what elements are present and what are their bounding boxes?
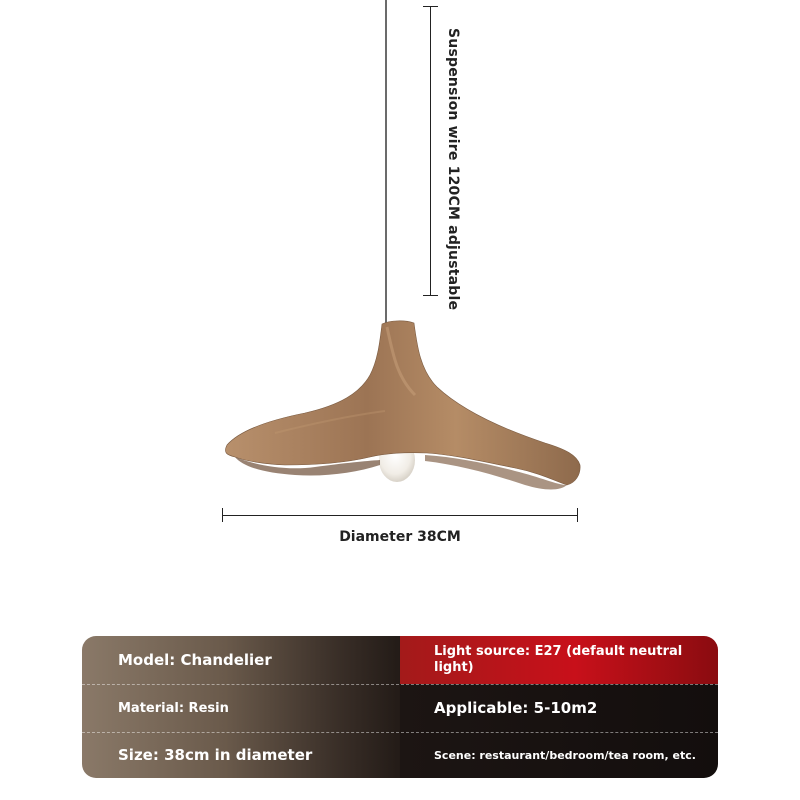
spec-applicable: Applicable: 5-10m2 [434, 699, 598, 717]
spec-light-source: Light source: E27 (default neutral light) [434, 644, 683, 675]
wire-dimension-line [430, 6, 431, 296]
spec-scene: Scene: restaurant/bedroom/tea room, etc. [434, 748, 696, 762]
wire-dimension-cap-top [423, 6, 438, 7]
diameter-cap-right [577, 508, 578, 522]
spec-size: Size: 38cm in diameter [118, 746, 313, 764]
suspension-wire [385, 0, 387, 326]
wire-length-label: Suspension wire 120CM adjustable [445, 28, 461, 311]
lampshade-icon [215, 315, 585, 500]
wire-dimension-cap-bottom [423, 295, 438, 296]
spec-panel [82, 636, 718, 778]
spec-model: Model: Chandelier [118, 651, 272, 669]
diameter-dimension-line [222, 515, 578, 516]
spec-material: Material: Resin [118, 700, 229, 716]
diameter-cap-left [222, 508, 223, 522]
diameter-label: Diameter 38CM [339, 529, 461, 545]
